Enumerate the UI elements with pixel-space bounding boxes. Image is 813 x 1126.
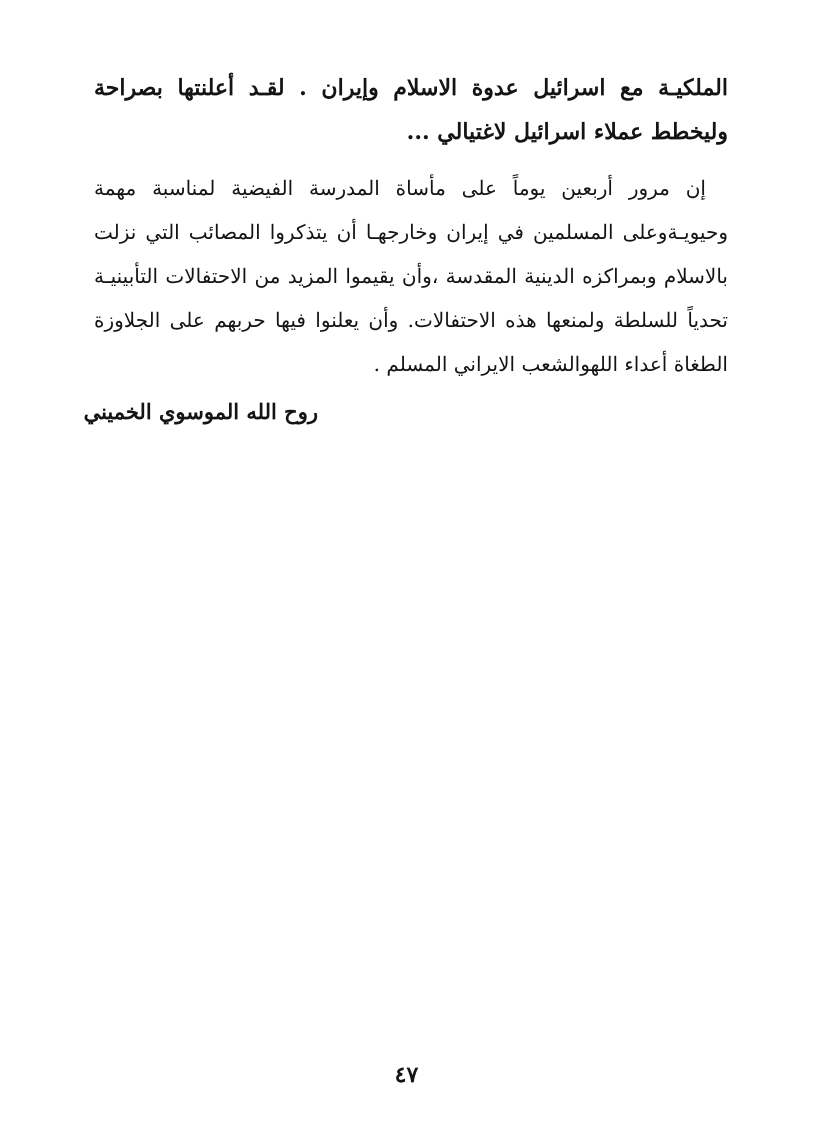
continuation-paragraph: الملكيـة مع اسرائيل عدوة الاسلام وإيران . لقـد أعلنتها بصراحة وليخطط عملاء اسرائيل لاغتيالي ... [94, 75, 728, 145]
main-paragraph: إن مرور أربعين يوماً على مأساة المدرسة الفيضية لمناسبة مهمة وحيويـةوعلى المسلمين في إيران وخارجهـا أن يتذكروا المصائب التي نزلت بالاسلام وبمراكزه الدينية المقدسة ،وأن يقيموا المزيد من الاحتفالات التأبينيـة تحدياً للسلطة ولمنعها هذه الاحتفالات. وأن يعلنوا فيها حربهم على الجلاوزة الطغاة أعداء اللهوالشعب الايراني المسلم . [94, 176, 728, 376]
signature: روح الله الموسوي الخميني [83, 399, 318, 424]
page-number: ٤٧ [394, 1062, 419, 1088]
